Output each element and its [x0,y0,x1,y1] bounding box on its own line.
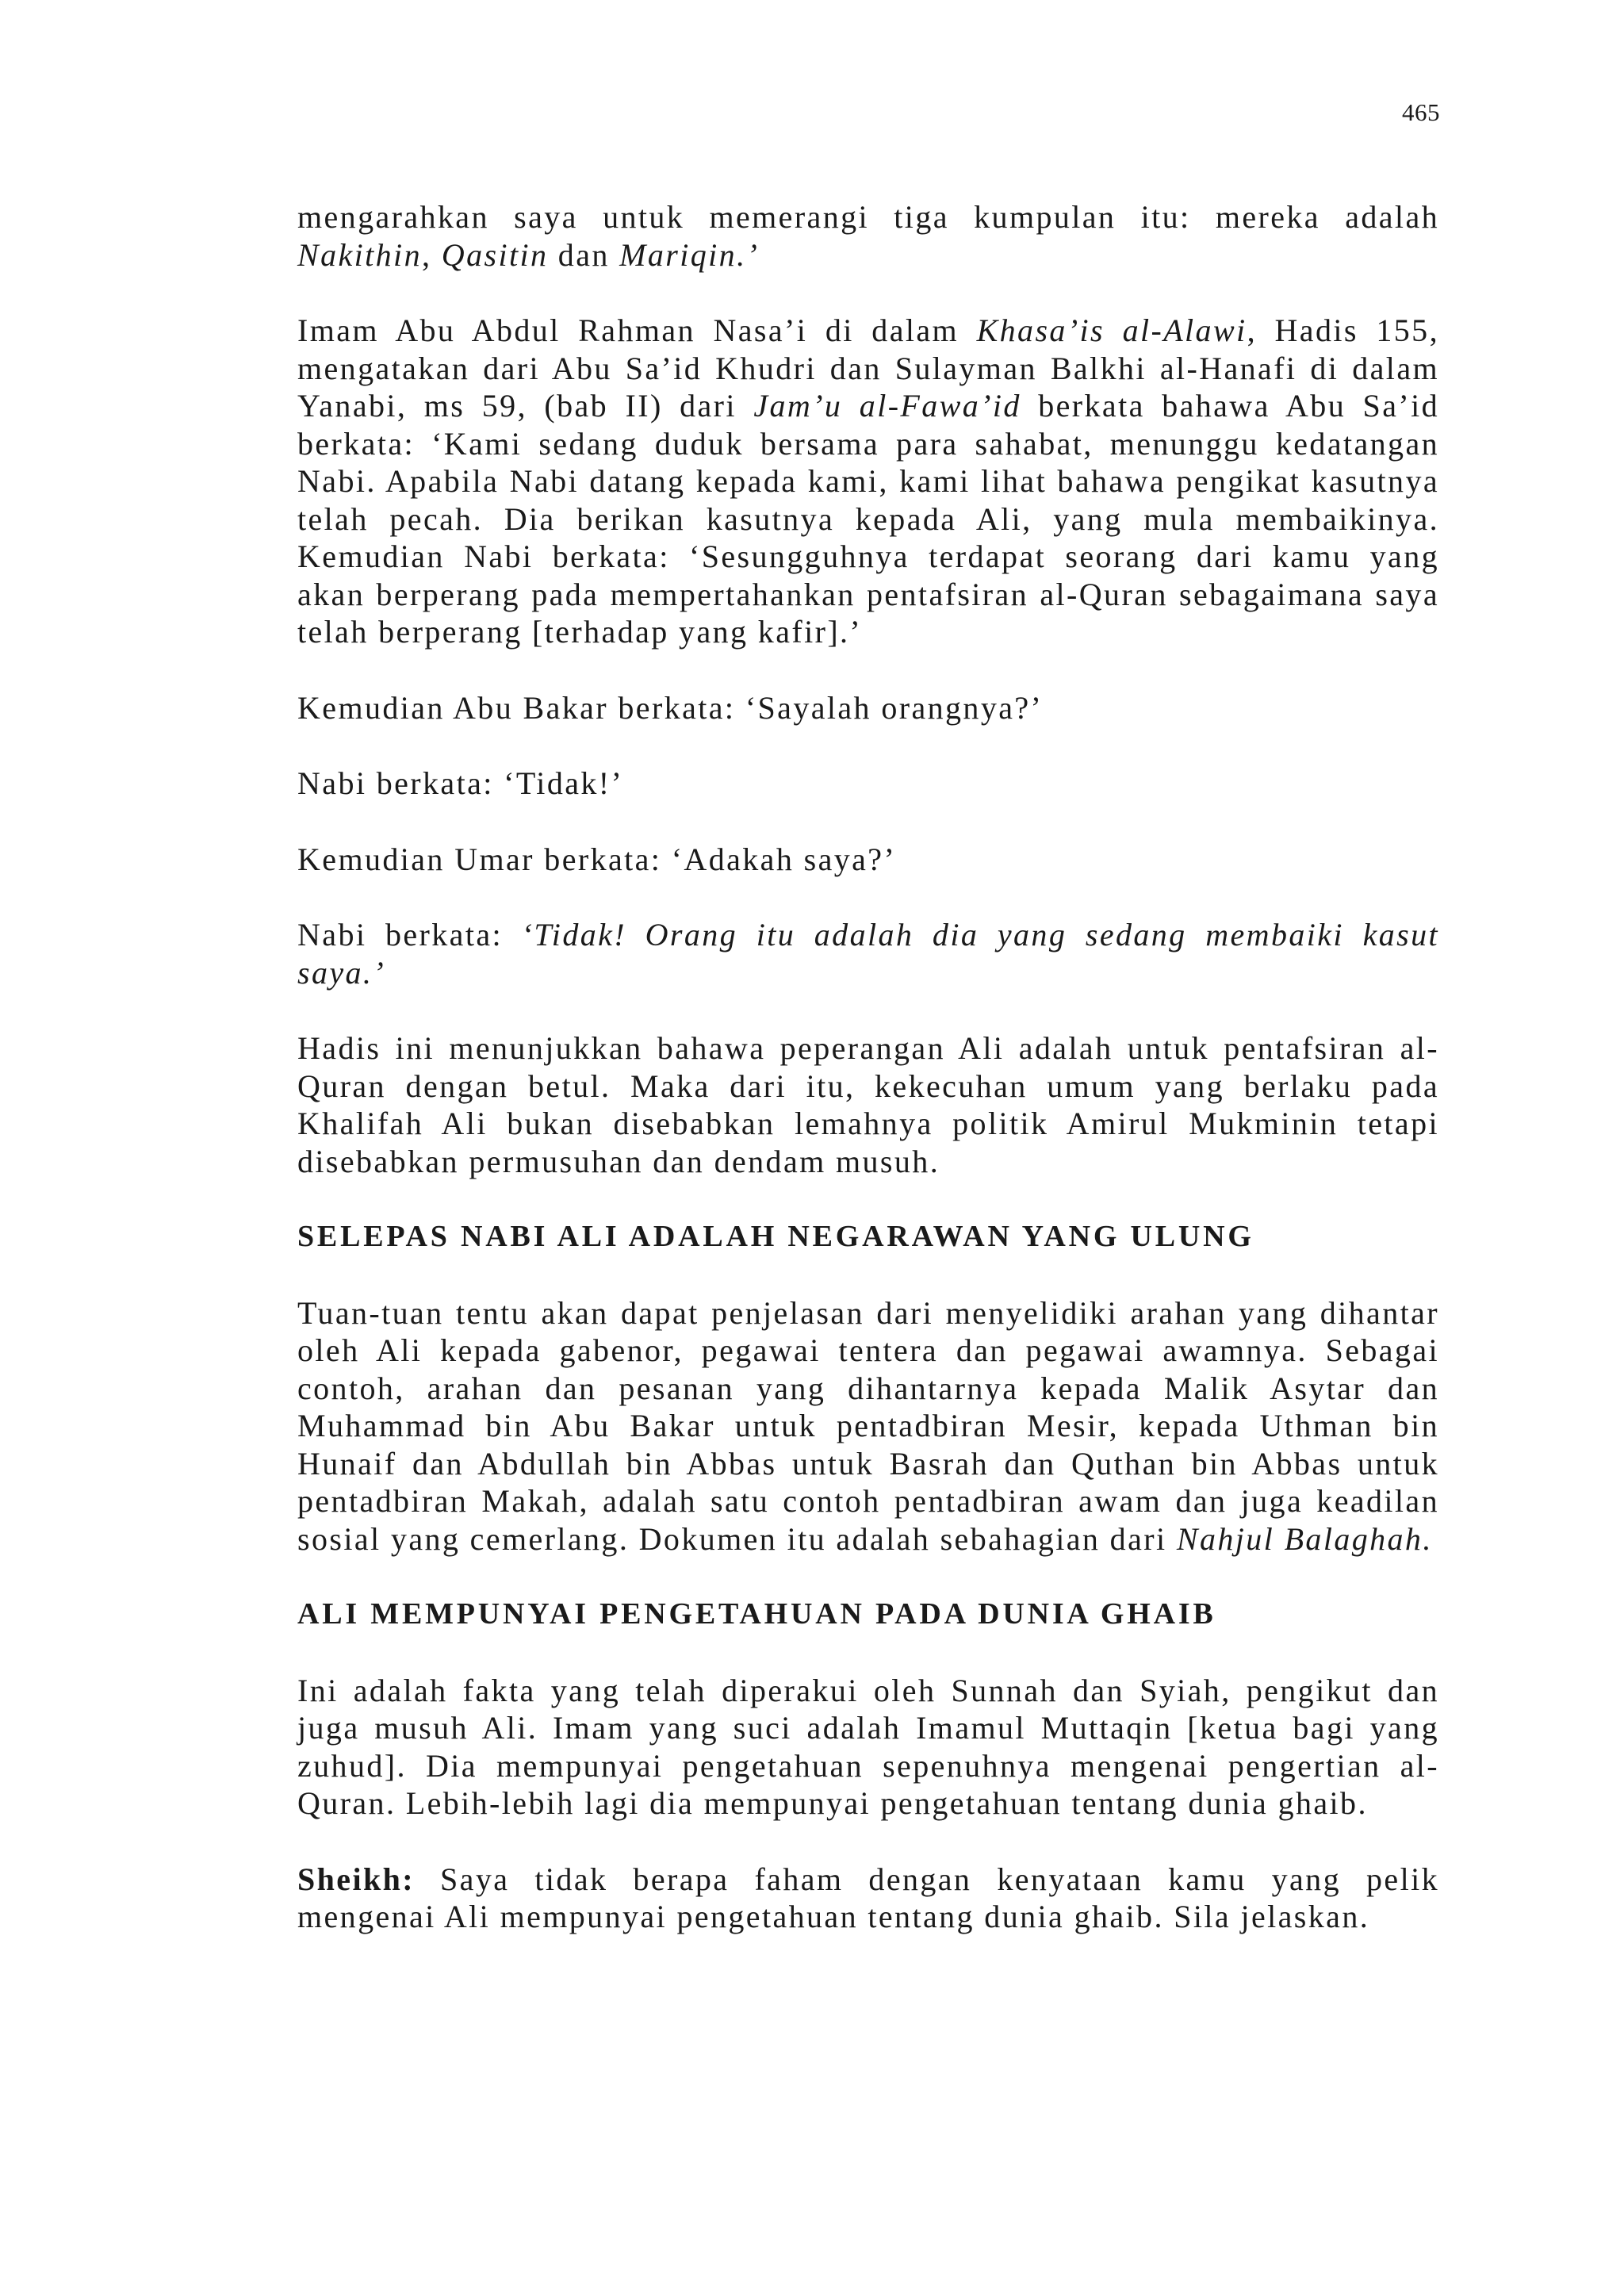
section-heading-negarawan: SELEPAS NABI ALI ADALAH NEGARAWAN YANG ULUNG [297,1220,1254,1253]
paragraph-hadith-narration [297,312,1439,651]
paragraph-administration [297,1294,1439,1558]
paragraph-text: Saya tidak berapa faham dengan kenyataan kamu yang pelik mengenai Ali mempunyai pengetahuan tentang dunia ghaib. Sila jelaskan. [297,1861,1439,1934]
paragraph-text: Nabi berkata: [297,917,522,953]
paragraph-nabi-reply-1: Nabi berkata: ‘Tidak!’ [297,765,624,801]
italic-quote: ‘Tidak! Orang itu adalah dia yang sedang membaiki kasut saya.’ [297,917,1439,991]
speaker-label: Sheikh: [297,1861,415,1897]
italic-book-title: Nahjul Balaghah. [1176,1520,1433,1557]
separator: dan [548,236,620,273]
italic-term-mariqin: Mariqin.’ [619,236,760,273]
separator: , [421,236,442,273]
paragraph-umar: Kemudian Umar berkata: ‘Adakah saya?’ [297,841,897,877]
page-body [297,198,1439,1974]
paragraph-hadith-meaning: Hadis ini menunjukkan bahawa peperangan Ali adalah untuk pentafsiran al-Quran dengan betul. Maka dari itu, kekecuhan umum yang berlaku pada Khalifah Ali bukan disebabkan lemahnya politik Amirul Mukminin tetapi disebabkan permusuhan dan dendam musuh. [297,1030,1439,1179]
italic-book-title: Khasa’is al-Alawi [976,312,1247,348]
paragraph-text: berkata bahawa Abu Sa’id berkata: ‘Kami sedang duduk bersama para sahabat, menunggu kedatangan Nabi. Apabila Nabi datang kepada kami, kami lihat bahawa pengikat kasutnya telah pecah. Dia berikan kasutnya kepada Ali, yang mula membaikinya. Kemudian Nabi berkata: ‘Sesungguhnya terdapat seorang dari kamu yang akan berperang pada mempertahankan pentafsiran al-Quran sebagaimana saya telah berperang [terhadap yang kafir].’ [297,388,1439,650]
paragraph-continuation [297,198,1439,274]
paragraph-nabi-reply-2 [297,916,1439,991]
paragraph-text: Tuan-tuan tentu akan dapat penjelasan dari menyelidiki arahan yang dihantar oleh Ali kepada gabenor, pegawai tentera dan pegawai awamnya. Sebagai contoh, arahan dan pesanan yang dihantarnya kepada Malik Asytar dan Muhammad bin Abu Bakar untuk pentadbiran Mesir, kepada Uthman bin Hunaif dan Abdullah bin Abbas untuk Basrah dan Quthan bin Abbas untuk pentadbiran Makah, adalah satu contoh pentadbiran awam dan juga keadilan sosial yang cemerlang. Dokumen itu adalah sebahagian dari [297,1294,1439,1557]
paragraph-abu-bakar: Kemudian Abu Bakar berkata: ‘Sayalah orangnya?’ [297,689,1044,726]
italic-term-nakithin: Nakithin [297,236,422,273]
paragraph-text: , Hadis 155, mengatakan dari Abu Sa’id Khudri dan Sulayman Balkhi al-Hanafi di dalam Yanabi, ms 59, (bab II) dari [297,312,1439,424]
paragraph-text: mengarahkan saya untuk memerangi tiga kumpulan itu: mereka adalah [297,199,1439,235]
paragraph-knowledge: Ini adalah fakta yang telah diperakui oleh Sunnah dan Syiah, pengikut dan juga musuh Ali. Imam yang suci adalah Imamul Muttaqin [ketua bagi yang zuhud]. Dia mempunyai pengetahuan sepenuhnya mengenai pengertian al-Quran. Lebih-lebih lagi dia mempunyai pengetahuan tentang dunia ghaib. [297,1672,1439,1821]
italic-book-title: Jam’u al-Fawa’id [753,388,1021,424]
paragraph-text: Imam Abu Abdul Rahman Nasa’i di dalam [297,312,977,348]
page-number: 465 [1402,98,1440,126]
italic-term-qasitin: Qasitin [441,236,549,273]
section-heading-dunia-ghaib: ALI MEMPUNYAI PENGETAHUAN PADA DUNIA GHAIB [297,1597,1216,1631]
paragraph-sheikh-question [297,1861,1439,1936]
